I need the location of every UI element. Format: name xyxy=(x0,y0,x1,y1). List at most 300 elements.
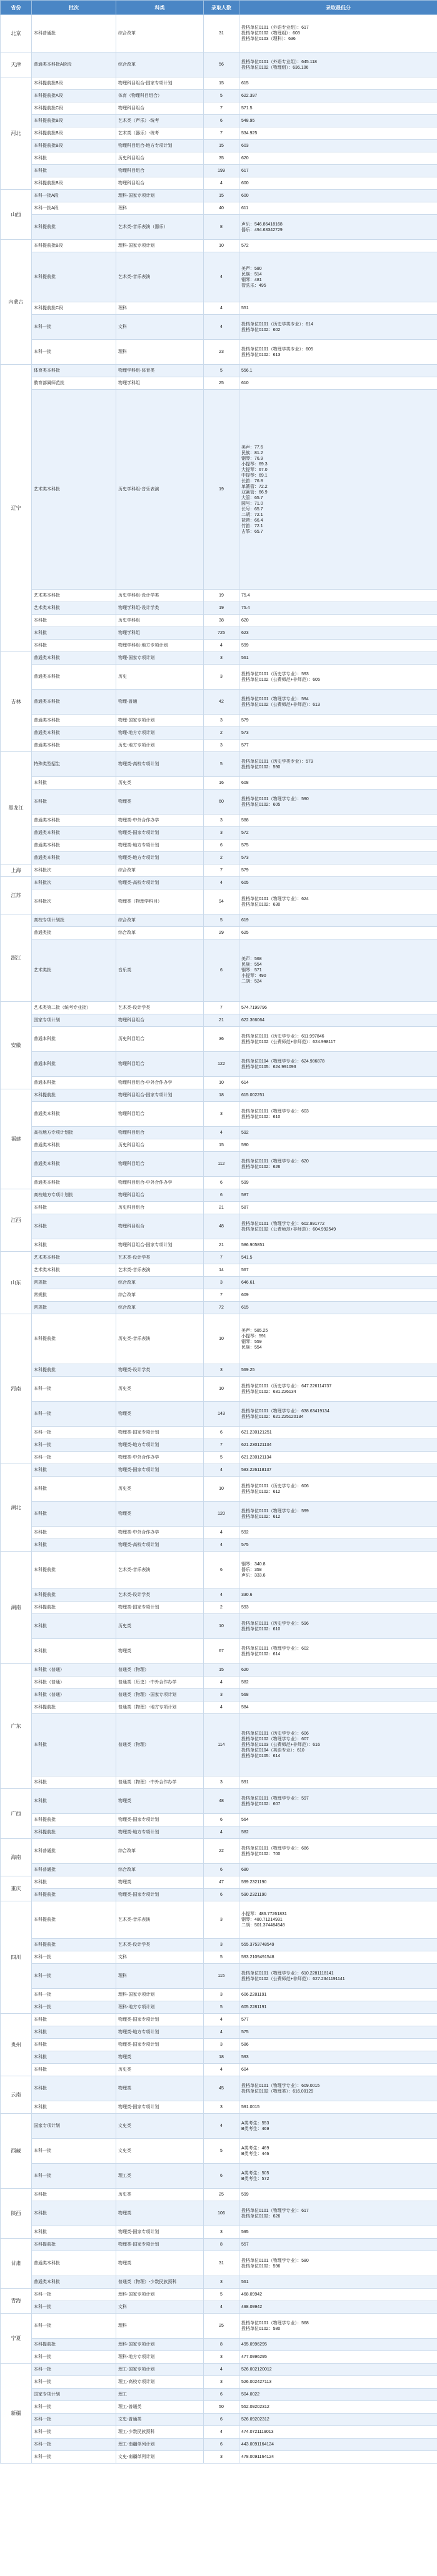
table-row xyxy=(1,1402,437,1427)
score-line: 投档单位0102：626 xyxy=(241,1164,281,1169)
score-line: 582 xyxy=(241,1830,249,1835)
score-line: 单簧管：72.2 xyxy=(241,484,268,489)
score-line: 投档单位0101（物理学专业）：610.2281118141 xyxy=(241,1971,334,1976)
score-line: 投档单位0102：610 xyxy=(241,1627,281,1632)
score-cell xyxy=(239,1302,437,1314)
table-row xyxy=(1,1089,437,1102)
score-line: 投档单位0103（理科）：636 xyxy=(241,37,296,41)
score-cell xyxy=(239,2401,437,2414)
batch-cell: 本科一批 xyxy=(32,2001,116,2014)
subject-cell: 普通类（物理） xyxy=(116,1714,204,1776)
score-line: 投档单位0102：613 xyxy=(241,352,281,357)
score-cell xyxy=(239,615,437,627)
subject-cell: 历史类 xyxy=(116,777,204,790)
count-cell: 16 xyxy=(204,777,239,790)
count-cell: 4 xyxy=(204,1826,239,1839)
score-cell xyxy=(239,2064,437,2076)
table-row xyxy=(1,1189,437,1202)
table-row xyxy=(1,602,437,615)
score-line: 622.366064 xyxy=(241,1018,264,1023)
score-line: 钢琴：571 xyxy=(241,968,262,973)
subject-cell: 物理类-国家专项计划 xyxy=(116,1889,204,1901)
score-line: 551 xyxy=(241,306,249,310)
count-cell: 6 xyxy=(204,1814,239,1826)
table-row xyxy=(1,2364,437,2376)
score-line: 投档单位0102：605 xyxy=(241,802,281,807)
subject-cell: 物理类 xyxy=(116,1789,204,1814)
score-cell xyxy=(239,152,437,165)
table-row xyxy=(1,1364,437,1377)
score-line: 646.61 xyxy=(241,1281,255,1285)
table-row xyxy=(1,1776,437,1789)
subject-cell: 历史学科组-设计学类 xyxy=(116,590,204,602)
score-line: 557 xyxy=(241,2242,249,2247)
subject-cell: 理科-地方专项计划 xyxy=(116,2351,204,2364)
table-row xyxy=(1,1814,437,1826)
score-line: 投档单位0104（英语专业）：610 xyxy=(241,1748,304,1753)
count-cell: 115 xyxy=(204,1964,239,1989)
province-cell: 内蒙古 xyxy=(1,240,32,365)
subject-cell: 普通类（物理）-少数民族预科 xyxy=(116,2276,204,2289)
score-cell xyxy=(239,1077,437,1089)
count-cell: 15 xyxy=(204,77,239,90)
table-row xyxy=(1,715,437,727)
subject-cell: 艺术类-音乐表演 xyxy=(116,1264,204,1277)
count-cell: 6 xyxy=(204,840,239,852)
batch-cell: 本科提前批 xyxy=(32,1702,116,1714)
score-cell xyxy=(239,1776,437,1789)
score-cell xyxy=(239,2389,437,2401)
score-cell xyxy=(239,1876,437,1889)
score-cell xyxy=(239,177,437,190)
table-row xyxy=(1,390,437,590)
score-cell xyxy=(239,2451,437,2464)
score-cell xyxy=(239,1014,437,1027)
count-cell: 38 xyxy=(204,615,239,627)
score-cell xyxy=(239,1202,437,1214)
batch-cell: 本科批 xyxy=(32,165,116,177)
score-cell xyxy=(239,1177,437,1189)
table-row xyxy=(1,652,437,665)
count-cell: 4 xyxy=(204,1702,239,1714)
province-cell: 重庆 xyxy=(1,1876,32,1901)
score-line: 619 xyxy=(241,918,249,923)
count-cell: 120 xyxy=(204,1502,239,1527)
count-cell: 31 xyxy=(204,2251,239,2276)
table-row xyxy=(1,2414,437,2426)
count-cell: 2 xyxy=(204,1602,239,1614)
subject-cell: 物理类-地方专项计划 xyxy=(116,840,204,852)
table-row xyxy=(1,1427,437,1439)
score-line: 599.2321190 xyxy=(241,1880,267,1885)
batch-cell: 常规批 xyxy=(32,1289,116,1302)
score-cell xyxy=(239,1539,437,1552)
count-cell: 3 xyxy=(204,2226,239,2239)
score-line: 548.95 xyxy=(241,119,255,123)
province-cell: 湖北 xyxy=(1,1464,32,1552)
subject-cell: 物理科目组合 xyxy=(116,1127,204,1139)
score-cell xyxy=(239,939,437,1002)
subject-cell: 理科-国家专项计划 xyxy=(116,190,204,202)
province-cell: 贵州 xyxy=(1,2014,32,2076)
count-cell: 2 xyxy=(204,727,239,740)
table-row xyxy=(1,889,437,914)
batch-cell: 本科批（普通） xyxy=(32,1664,116,1677)
score-line: 投档单位0101（物理学专业）：602 xyxy=(241,1646,309,1651)
table-row xyxy=(1,1077,437,1089)
count-cell: 25 xyxy=(204,2189,239,2201)
table-row xyxy=(1,1939,437,1951)
score-cell xyxy=(239,1502,437,1527)
score-line: 600 xyxy=(241,181,249,186)
score-line: 617 xyxy=(241,169,249,173)
batch-cell: 本科一批A段 xyxy=(32,202,116,215)
table-row xyxy=(1,590,437,602)
score-line: 495.0996295 xyxy=(241,2342,267,2347)
score-line: 投档单位0102（公费师范+非师范）：627.2341191141 xyxy=(241,1976,345,1981)
table-row xyxy=(1,140,437,152)
score-line: 美声：580 xyxy=(241,266,262,271)
count-cell: 4 xyxy=(204,1539,239,1552)
batch-cell: 本科批 xyxy=(32,627,116,640)
batch-cell: 艺术类批 xyxy=(32,939,116,1002)
subject-cell: 历史类 xyxy=(116,1377,204,1402)
score-line: 投档单位0102：612 xyxy=(241,1489,281,1494)
score-line: 611 xyxy=(241,206,249,211)
table-row xyxy=(1,2376,437,2389)
batch-cell: 本科提前批 xyxy=(32,1901,116,1939)
subject-cell: 普通类（物理）-中外合作办学 xyxy=(116,1776,204,1789)
province-cell: 北京 xyxy=(1,15,32,52)
score-cell xyxy=(239,1614,437,1639)
subject-cell: 普通类（物理） xyxy=(116,1664,204,1677)
count-cell: 48 xyxy=(204,1214,239,1239)
score-cell xyxy=(239,2101,437,2114)
score-cell xyxy=(239,1102,437,1127)
score-cell xyxy=(239,52,437,77)
subject-cell: 历史类 xyxy=(116,1614,204,1639)
score-cell xyxy=(239,1127,437,1139)
table-row xyxy=(1,340,437,365)
score-cell xyxy=(239,1264,437,1277)
table-row xyxy=(1,1677,437,1689)
score-line: 620 xyxy=(241,618,249,623)
score-line: 民族：554 xyxy=(241,1345,262,1350)
table-row xyxy=(1,202,437,215)
subject-cell: 物理类-高校专项计划 xyxy=(116,1539,204,1552)
batch-cell: 普通类本科批 xyxy=(32,715,116,727)
batch-cell: 普通类本科批 xyxy=(32,690,116,715)
batch-cell: 本科批 xyxy=(32,1239,116,1252)
score-cell xyxy=(239,1714,437,1776)
count-cell: 4 xyxy=(204,302,239,315)
score-line: 622.397 xyxy=(241,94,258,98)
count-cell: 3 xyxy=(204,1901,239,1939)
score-line: 621.230121134 xyxy=(241,1455,272,1460)
count-cell: 5 xyxy=(204,365,239,377)
score-cell xyxy=(239,1189,437,1202)
table-row xyxy=(1,2426,437,2439)
score-line: 投档单位0102（公费师范+非师范）：624.998117 xyxy=(241,1039,336,1044)
score-line: 468.09942 xyxy=(241,2292,263,2297)
table-row xyxy=(1,1664,437,1677)
batch-cell: 高校专项计划批 xyxy=(32,914,116,927)
count-cell: 106 xyxy=(204,2201,239,2226)
score-cell xyxy=(239,302,437,315)
batch-cell: 艺术类本科批 xyxy=(32,590,116,602)
subject-cell: 物理类-地方专项计划 xyxy=(116,2026,204,2039)
subject-cell: 理工 xyxy=(116,2389,204,2401)
subject-cell: 物理类-国家专项计划 xyxy=(116,1602,204,1614)
table-row xyxy=(1,864,437,877)
subject-cell: 理工-普通类 xyxy=(116,2401,204,2414)
subject-cell: 物理-普通 xyxy=(116,690,204,715)
table-row xyxy=(1,1102,437,1127)
table-row xyxy=(1,90,437,102)
province-cell: 吉林 xyxy=(1,652,32,752)
subject-cell: 物理类-国家专项计划 xyxy=(116,1427,204,1439)
score-line: A类考生：469 xyxy=(241,2146,269,2151)
score-line: 526.09202312 xyxy=(241,2417,269,2422)
count-cell: 3 xyxy=(204,2101,239,2114)
score-cell xyxy=(239,1252,437,1264)
batch-cell: 本科提前批 xyxy=(32,252,116,302)
count-cell: 122 xyxy=(204,1052,239,1077)
count-cell: 3 xyxy=(204,2039,239,2051)
table-row xyxy=(1,1314,437,1364)
table-row xyxy=(1,2014,437,2026)
subject-cell: 物理学科组-体育类 xyxy=(116,365,204,377)
header-score: 录取最低分 xyxy=(239,1,437,15)
score-cell xyxy=(239,1939,437,1951)
subject-cell: 艺术类-设计学类 xyxy=(116,1252,204,1264)
subject-cell: 物理类-国家专项计划 xyxy=(116,2101,204,2114)
count-cell: 10 xyxy=(204,1477,239,1502)
score-cell xyxy=(239,914,437,927)
score-cell xyxy=(239,2164,437,2189)
score-cell xyxy=(239,2026,437,2039)
batch-cell: 本科提前批C段 xyxy=(32,102,116,115)
count-cell: 6 xyxy=(204,2414,239,2426)
batch-cell: 高校地方专项计划批 xyxy=(32,1189,116,1202)
batch-cell: 本科一批 xyxy=(32,315,116,340)
count-cell: 6 xyxy=(204,1427,239,1439)
batch-cell: 本科批 xyxy=(32,1639,116,1664)
table-row xyxy=(1,2301,437,2314)
batch-cell: 本科提前批B段 xyxy=(32,177,116,190)
score-line: 579 xyxy=(241,718,249,723)
score-cell xyxy=(239,815,437,827)
score-cell xyxy=(239,2201,437,2226)
score-line: 587 xyxy=(241,1193,249,1197)
table-row xyxy=(1,1027,437,1052)
batch-cell: 本科一批 xyxy=(32,2401,116,2414)
score-line: 投档单位0101（物理学专业）：602.891772 xyxy=(241,1221,325,1226)
score-cell xyxy=(239,652,437,665)
batch-cell: 本科批（普通） xyxy=(32,1689,116,1702)
batch-cell: 本科提前批 xyxy=(32,1364,116,1377)
score-cell xyxy=(239,2289,437,2301)
score-line: 圆号：71.0 xyxy=(241,501,263,506)
count-cell: 3 xyxy=(204,1102,239,1127)
subject-cell: 历史科目组合 xyxy=(116,152,204,165)
count-cell: 60 xyxy=(204,790,239,815)
subject-cell: 物理类 xyxy=(116,1876,204,1889)
table-row xyxy=(1,1839,437,1864)
subject-cell: 物理科目组合-地方专项计划 xyxy=(116,140,204,152)
count-cell: 7 xyxy=(204,1289,239,1302)
score-line: 574.7199796 xyxy=(241,1006,267,1010)
subject-cell: 物理类-地方专项计划 xyxy=(116,852,204,864)
count-cell: 8 xyxy=(204,2239,239,2251)
batch-cell: 本科批 xyxy=(32,1776,116,1789)
table-row xyxy=(1,252,437,302)
count-cell: 4 xyxy=(204,1127,239,1139)
score-cell xyxy=(239,1402,437,1427)
score-cell xyxy=(239,1139,437,1152)
score-cell xyxy=(239,1552,437,1589)
table-row xyxy=(1,2076,437,2101)
score-line: 投档单位0101（物理学专业）：638.63419134 xyxy=(241,1409,329,1414)
score-line: B类考生：469 xyxy=(241,2126,269,2131)
subject-cell: 综合改革 xyxy=(116,1302,204,1314)
score-cell xyxy=(239,365,437,377)
subject-cell: 物理科目组合 xyxy=(116,165,204,177)
count-cell: 114 xyxy=(204,1714,239,1776)
batch-cell: 本科提前批 xyxy=(32,1814,116,1826)
score-line: 625 xyxy=(241,931,249,935)
score-cell xyxy=(239,752,437,777)
province-cell: 广西 xyxy=(1,1789,32,1839)
subject-cell: 物理类（物理学科目） xyxy=(116,889,204,914)
table-row xyxy=(1,1876,437,1889)
subject-cell: 历史科目组合 xyxy=(116,1202,204,1214)
subject-cell: 历史类 xyxy=(116,2189,204,2201)
subject-cell: 历史类 xyxy=(116,2064,204,2076)
count-cell: 23 xyxy=(204,340,239,365)
table-row xyxy=(1,2139,437,2164)
score-cell xyxy=(239,2339,437,2351)
batch-cell: 本科批 xyxy=(32,152,116,165)
batch-cell: 本科提前批 xyxy=(32,2239,116,2251)
table-row xyxy=(1,914,437,927)
table-row xyxy=(1,1964,437,1989)
score-line: 587 xyxy=(241,1206,249,1210)
table-row xyxy=(1,102,437,115)
batch-cell: 本科提前批 xyxy=(32,1826,116,1839)
score-line: 621.230121251 xyxy=(241,1430,272,1435)
batch-cell: 本科普通批 xyxy=(32,1864,116,1876)
batch-cell: 本科批 xyxy=(32,1214,116,1239)
table-row xyxy=(1,1989,437,2001)
count-cell: 14 xyxy=(204,1264,239,1277)
province-cell: 山东 xyxy=(1,1252,32,1314)
subject-cell: 理工-高校专项计划 xyxy=(116,2376,204,2389)
score-line: 民族：554 xyxy=(241,963,262,967)
count-cell: 725 xyxy=(204,627,239,640)
subject-cell: 文史-南疆单列计划 xyxy=(116,2451,204,2464)
count-cell: 6 xyxy=(204,2164,239,2189)
score-line: 75.4 xyxy=(241,593,250,598)
score-line: 615.002251 xyxy=(241,1093,264,1097)
table-row xyxy=(1,1589,437,1602)
batch-cell: 本科批 xyxy=(32,2076,116,2101)
batch-cell: 本科提前批 xyxy=(32,1939,116,1951)
count-cell: 25 xyxy=(204,2314,239,2339)
score-cell xyxy=(239,190,437,202)
score-line: 二胡：501.374484548 xyxy=(241,1923,285,1928)
score-line: 504.0022 xyxy=(241,2392,260,2397)
province-cell: 甘肃 xyxy=(1,2239,32,2289)
count-cell: 35 xyxy=(204,152,239,165)
count-cell: 5 xyxy=(204,2139,239,2164)
count-cell: 3 xyxy=(204,715,239,727)
count-cell: 4 xyxy=(204,2026,239,2039)
score-line: 575 xyxy=(241,1543,249,1547)
score-line: 美声：585.25 xyxy=(241,1328,268,1333)
province-cell: 黑龙江 xyxy=(1,752,32,864)
table-row xyxy=(1,1689,437,1702)
subject-cell: 物理类-设计学类 xyxy=(116,1364,204,1377)
score-cell xyxy=(239,2076,437,2101)
score-line: 556.1 xyxy=(241,369,253,373)
count-cell: 4 xyxy=(204,177,239,190)
province-cell: 西藏 xyxy=(1,2114,32,2189)
score-line: 器乐：494.63342729 xyxy=(241,227,283,232)
subject-cell: 物理-国家专项计划 xyxy=(116,652,204,665)
subject-cell: 理工-国家专项计划 xyxy=(116,2364,204,2376)
table-body xyxy=(1,15,437,2464)
subject-cell: 体育（物理科目组合） xyxy=(116,90,204,102)
batch-cell: 本科提前批 xyxy=(32,1602,116,1614)
batch-cell: 普通类本科批 xyxy=(32,1177,116,1189)
batch-cell: 本科一批 xyxy=(32,1427,116,1439)
count-cell: 45 xyxy=(204,2076,239,2101)
count-cell: 3 xyxy=(204,2451,239,2464)
subject-cell: 物理科目组合 xyxy=(116,1152,204,1177)
count-cell: 3 xyxy=(204,2276,239,2289)
score-cell xyxy=(239,127,437,140)
table-row xyxy=(1,1826,437,1839)
table-row xyxy=(1,1202,437,1214)
count-cell: 7 xyxy=(204,1439,239,1452)
subject-cell: 理科-地方专项计划 xyxy=(116,2001,204,2014)
score-cell xyxy=(239,627,437,640)
batch-cell: 本科批 xyxy=(32,1876,116,1889)
batch-cell: 国家专项计划 xyxy=(32,1014,116,1027)
score-line: 600 xyxy=(241,194,249,198)
table-row xyxy=(1,2239,437,2251)
score-line: 投档单位0101（物理学专业）：568 xyxy=(241,2321,309,2326)
header-batch: 批次 xyxy=(32,1,116,15)
count-cell: 3 xyxy=(204,665,239,690)
batch-cell: 本科提前批A段 xyxy=(32,90,116,102)
subject-cell: 普通类（历史）-中外合作办学 xyxy=(116,1677,204,1689)
score-cell xyxy=(239,864,437,877)
score-line: 投档单位0101（物理学类专业）：605 xyxy=(241,347,313,352)
count-cell: 6 xyxy=(204,1552,239,1589)
score-line: 478.0091164124 xyxy=(241,2455,274,2459)
batch-cell: 本科批（普通） xyxy=(32,1677,116,1689)
table-row xyxy=(1,1702,437,1714)
count-cell: 3 xyxy=(204,1989,239,2001)
score-cell xyxy=(239,1314,437,1364)
score-line: 606.2281191 xyxy=(241,1993,267,1997)
score-line: 长笛：76.8 xyxy=(241,478,263,483)
table-row xyxy=(1,2201,437,2226)
table-row xyxy=(1,365,437,377)
score-cell xyxy=(239,1901,437,1939)
